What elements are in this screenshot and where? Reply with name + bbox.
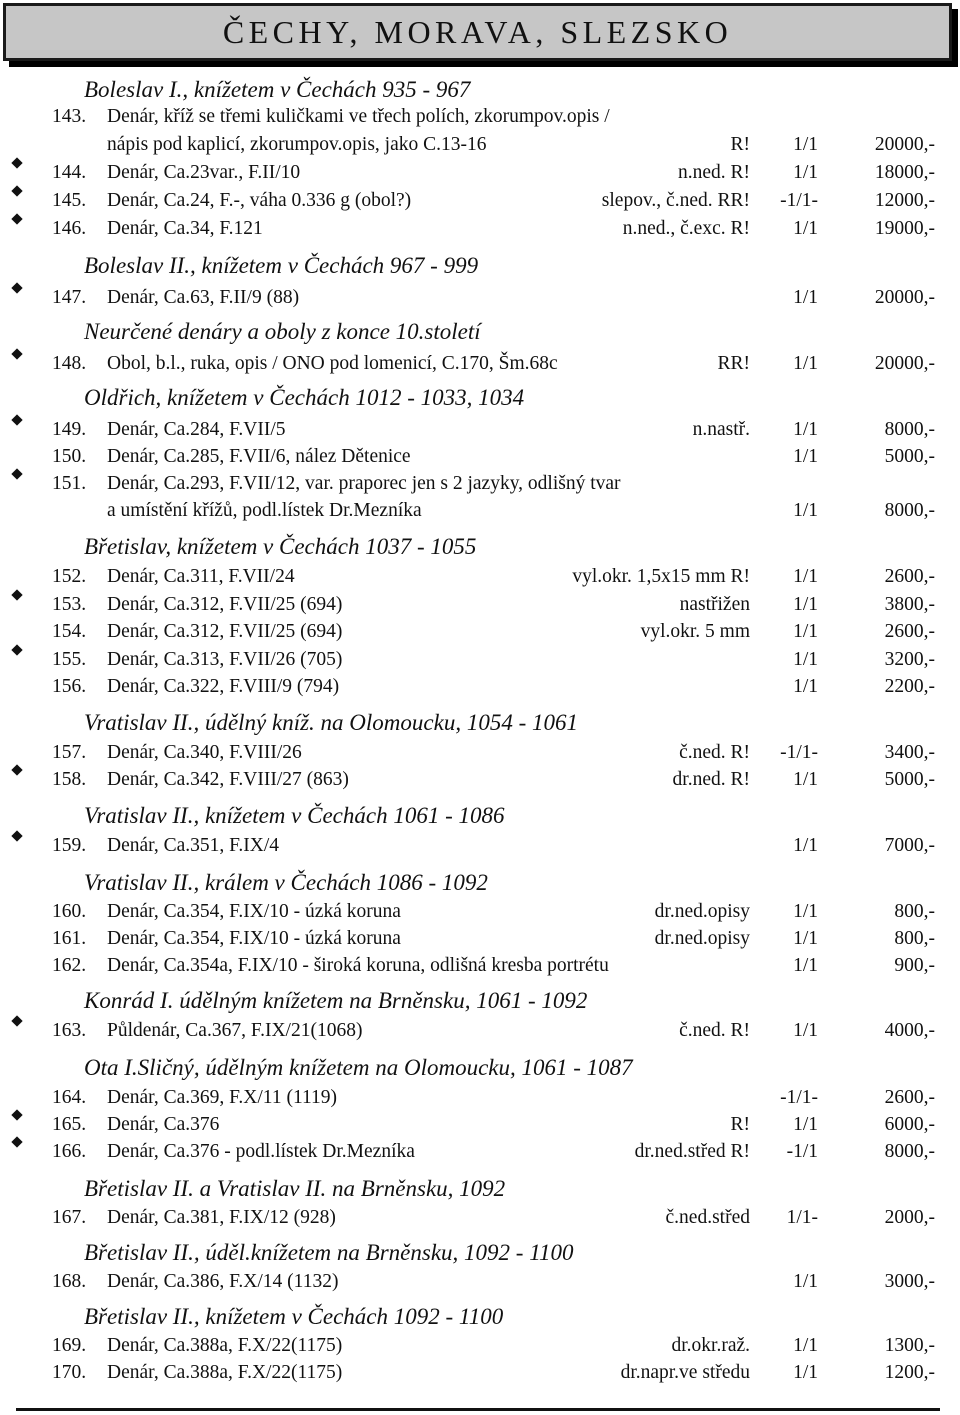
item-price: 2600,- <box>884 566 935 587</box>
item-grade: 1/1 <box>793 955 818 976</box>
catalog-item-row <box>0 215 960 243</box>
section-heading: Břetislav II., knížetem v Čechách 1092 - 1100 <box>84 1304 504 1329</box>
item-grade: 1/1 <box>793 649 818 670</box>
item-note: n.ned. R! <box>677 162 750 183</box>
item-grade: -1/1- <box>780 190 818 211</box>
item-description: Denár, Ca.381, F.IX/12 (928) <box>107 1207 336 1228</box>
item-number: 146. <box>52 218 87 239</box>
item-price: 3800,- <box>884 594 935 615</box>
item-price: 5000,- <box>884 769 935 790</box>
item-description: Denár, Ca.311, F.VII/24 <box>107 566 295 587</box>
item-price: 8000,- <box>884 1141 935 1162</box>
item-number: 153. <box>52 594 87 615</box>
item-grade: -1/1 <box>786 1141 818 1162</box>
item-grade: 1/1 <box>793 835 818 856</box>
item-description: Denár, Ca.293, F.VII/12, var. praporec jen s 2 jazyky, odlišný tvar <box>107 473 621 494</box>
item-grade: 1/1- <box>786 1207 818 1228</box>
item-number: 161. <box>52 928 87 949</box>
item-description: Obol, b.l., ruka, opis / ONO pod lomenicí, C.170, Šm.68c <box>107 353 558 374</box>
item-description: Denár, Ca.23var., F.II/10 <box>107 162 301 183</box>
section-heading: Boleslav II., knížetem v Čechách 967 - 999 <box>84 253 479 278</box>
item-price: 3400,- <box>884 742 935 763</box>
item-note: dr.ned.střed R! <box>634 1141 750 1162</box>
section-heading: Vratislav II., údělný kníž. na Olomoucku, 1054 - 1061 <box>84 710 578 735</box>
item-price: 3000,- <box>884 1271 935 1292</box>
catalog-item-row <box>0 443 960 471</box>
item-note: R! <box>730 134 750 155</box>
item-price: 20000,- <box>874 353 935 374</box>
item-price: 2200,- <box>884 676 935 697</box>
item-price: 20000,- <box>874 287 935 308</box>
item-description: Denár, Ca.284, F.VII/5 <box>107 419 286 440</box>
item-note: č.ned.střed <box>665 1207 750 1228</box>
section-heading: Vratislav II., králem v Čechách 1086 - 1092 <box>84 870 488 895</box>
item-price: 5000,- <box>884 446 935 467</box>
item-note: dr.okr.raž. <box>671 1335 750 1356</box>
item-description: Půldenár, Ca.367, F.IX/21(1068) <box>107 1020 363 1041</box>
item-grade: 1/1 <box>793 500 818 521</box>
diamond-bullet-icon <box>11 157 22 168</box>
page-title: ČECHY, MORAVA, SLEZSKO <box>222 13 733 50</box>
item-note: nastřižen <box>679 594 750 615</box>
item-grade: 1/1 <box>793 353 818 374</box>
section-heading: Boleslav I., knížetem v Čechách 935 - 967 <box>84 77 471 102</box>
item-grade: 1/1 <box>793 134 818 155</box>
item-description: Denár, Ca.376 - podl.lístek Dr.Mezníka <box>107 1141 415 1162</box>
item-grade: -1/1- <box>780 742 818 763</box>
item-number: 157. <box>52 742 87 763</box>
item-note: slepov., č.ned. RR! <box>601 190 750 211</box>
item-number: 163. <box>52 1020 87 1041</box>
item-number: 150. <box>52 446 87 467</box>
catalog-item-row <box>0 673 960 701</box>
section-heading: Oldřich, knížetem v Čechách 1012 - 1033, 1034 <box>84 385 525 410</box>
catalog-item-row <box>0 925 960 953</box>
item-number: 152. <box>52 566 87 587</box>
item-number: 143. <box>52 106 87 127</box>
catalog-item-row <box>0 832 960 860</box>
item-number: 170. <box>52 1362 87 1383</box>
section-heading: Břetislav II. a Vratislav II. na Brněnsku, 1092 <box>84 1176 506 1201</box>
item-note: R! <box>730 1114 750 1135</box>
item-note: n.ned., č.exc. R! <box>622 218 750 239</box>
item-note: n.nastř. <box>692 419 750 440</box>
item-number: 158. <box>52 769 87 790</box>
catalog-item-row <box>0 1359 960 1387</box>
diamond-bullet-icon <box>11 213 22 224</box>
diamond-bullet-icon <box>11 1015 22 1026</box>
catalog-item-row <box>0 470 960 498</box>
catalog-item-row <box>0 1204 960 1232</box>
item-grade: 1/1 <box>793 1335 818 1356</box>
item-description: Denár, Ca.322, F.VIII/9 (794) <box>107 676 340 697</box>
section-heading: Vratislav II., knížetem v Čechách 1061 - 1086 <box>84 803 505 828</box>
item-price: 6000,- <box>884 1114 935 1135</box>
item-number: 169. <box>52 1335 87 1356</box>
item-number: 168. <box>52 1271 87 1292</box>
item-number: 159. <box>52 835 87 856</box>
diamond-bullet-icon <box>11 348 22 359</box>
catalog-item-row <box>0 766 960 794</box>
catalog-item-row <box>0 952 960 980</box>
item-grade: 1/1 <box>793 676 818 697</box>
item-number: 155. <box>52 649 87 670</box>
item-grade: 1/1 <box>793 566 818 587</box>
catalog-item-row <box>0 739 960 767</box>
catalog-item-row <box>0 1268 960 1296</box>
item-description: a umístění křížů, podl.lístek Dr.Mezníka <box>107 500 422 521</box>
item-price: 2000,- <box>884 1207 935 1228</box>
catalog-item-row <box>0 898 960 926</box>
item-price: 2600,- <box>884 1087 935 1108</box>
item-note: dr.ned.opisy <box>654 928 750 949</box>
item-grade: 1/1 <box>793 287 818 308</box>
item-description: Denár, Ca.63, F.II/9 (88) <box>107 287 300 308</box>
item-description: nápis pod kaplicí, zkorumpov.opis, jako C.13-16 <box>107 134 487 155</box>
item-price: 1300,- <box>884 1335 935 1356</box>
item-grade: 1/1 <box>793 901 818 922</box>
item-description: Denár, Ca.354, F.IX/10 - úzká koruna <box>107 901 401 922</box>
item-number: 144. <box>52 162 87 183</box>
diamond-bullet-icon <box>11 468 22 479</box>
item-description: Denár, Ca.369, F.X/11 (1119) <box>107 1087 337 1108</box>
item-grade: 1/1 <box>793 594 818 615</box>
item-price: 18000,- <box>874 162 935 183</box>
item-note: dr.napr.ve středu <box>620 1362 750 1383</box>
catalog-item-row <box>0 591 960 619</box>
item-number: 147. <box>52 287 87 308</box>
item-price: 7000,- <box>884 835 935 856</box>
diamond-bullet-icon <box>11 644 22 655</box>
item-grade: -1/1- <box>780 1087 818 1108</box>
catalog-item-row <box>0 563 960 591</box>
diamond-bullet-icon <box>11 1109 22 1120</box>
item-price: 800,- <box>894 901 935 922</box>
section-heading: Břetislav, knížetem v Čechách 1037 - 1055 <box>84 534 477 559</box>
item-description: Denár, Ca.342, F.VIII/27 (863) <box>107 769 349 790</box>
item-number: 149. <box>52 419 87 440</box>
catalog-item-row <box>0 350 960 378</box>
item-grade: 1/1 <box>793 446 818 467</box>
item-note: č.ned. R! <box>679 742 750 763</box>
item-note: dr.ned.opisy <box>654 901 750 922</box>
bottom-divider <box>16 1408 940 1411</box>
item-price: 4000,- <box>884 1020 935 1041</box>
item-note: č.ned. R! <box>679 1020 750 1041</box>
item-grade: 1/1 <box>793 162 818 183</box>
item-description: Denár, Ca.340, F.VIII/26 <box>107 742 302 763</box>
item-grade: 1/1 <box>793 928 818 949</box>
catalog-item-row <box>0 1017 960 1045</box>
item-description: Denár, Ca.24, F.-, váha 0.336 g (obol?) <box>107 190 412 211</box>
item-grade: 1/1 <box>793 1271 818 1292</box>
catalog-item-row <box>0 1138 960 1166</box>
catalog-item-row <box>0 159 960 187</box>
item-number: 160. <box>52 901 87 922</box>
item-description: Denár, Ca.388a, F.X/22(1175) <box>107 1335 343 1356</box>
item-description: Denár, Ca.312, F.VII/25 (694) <box>107 594 343 615</box>
item-grade: 1/1 <box>793 218 818 239</box>
item-grade: 1/1 <box>793 769 818 790</box>
catalog-item-row <box>0 131 960 159</box>
catalog-item-row <box>0 1111 960 1139</box>
catalog-item-row <box>0 646 960 674</box>
item-note: vyl.okr. 5 mm <box>640 621 750 642</box>
item-number: 154. <box>52 621 87 642</box>
diamond-bullet-icon <box>11 282 22 293</box>
diamond-bullet-icon <box>11 764 22 775</box>
item-number: 166. <box>52 1141 87 1162</box>
item-grade: 1/1 <box>793 419 818 440</box>
item-grade: 1/1 <box>793 1362 818 1383</box>
item-number: 162. <box>52 955 87 976</box>
section-heading: Břetislav II., úděl.knížetem na Brněnsku, 1092 - 1100 <box>84 1240 574 1265</box>
item-description: Denár, Ca.354a, F.IX/10 - široká koruna, odlišná kresba portrétu <box>107 955 609 976</box>
item-price: 1200,- <box>884 1362 935 1383</box>
item-price: 12000,- <box>874 190 935 211</box>
item-grade: 1/1 <box>793 1114 818 1135</box>
item-number: 151. <box>52 473 87 494</box>
item-number: 156. <box>52 676 87 697</box>
item-number: 167. <box>52 1207 87 1228</box>
section-heading: Ota I.Sličný, údělným knížetem na Olomoucku, 1061 - 1087 <box>84 1055 633 1080</box>
section-heading: Neurčené denáry a oboly z konce 10.století <box>84 319 481 344</box>
item-number: 164. <box>52 1087 87 1108</box>
catalog-item-row <box>0 416 960 444</box>
catalog-item-row <box>0 497 960 525</box>
item-grade: 1/1 <box>793 1020 818 1041</box>
item-note: vyl.okr. 1,5x15 mm R! <box>572 566 750 587</box>
item-price: 20000,- <box>874 134 935 155</box>
item-price: 19000,- <box>874 218 935 239</box>
diamond-bullet-icon <box>11 830 22 841</box>
catalog-item-row <box>0 103 960 131</box>
diamond-bullet-icon <box>11 414 22 425</box>
item-description: Denár, Ca.376 <box>107 1114 220 1135</box>
item-number: 165. <box>52 1114 87 1135</box>
diamond-bullet-icon <box>11 185 22 196</box>
item-price: 8000,- <box>884 419 935 440</box>
item-note: dr.ned. R! <box>672 769 750 790</box>
item-description: Denár, Ca.386, F.X/14 (1132) <box>107 1271 339 1292</box>
item-price: 900,- <box>894 955 935 976</box>
item-number: 148. <box>52 353 87 374</box>
catalog-item-row <box>0 284 960 312</box>
item-price: 800,- <box>894 928 935 949</box>
catalog-item-row <box>0 187 960 215</box>
item-price: 2600,- <box>884 621 935 642</box>
item-description: Denár, Ca.354, F.IX/10 - úzká koruna <box>107 928 401 949</box>
item-description: Denár, Ca.388a, F.X/22(1175) <box>107 1362 343 1383</box>
item-grade: 1/1 <box>793 621 818 642</box>
catalog-item-row <box>0 1084 960 1112</box>
item-description: Denár, Ca.351, F.IX/4 <box>107 835 280 856</box>
item-description: Denár, Ca.285, F.VII/6, nález Dětenice <box>107 446 411 467</box>
item-number: 145. <box>52 190 87 211</box>
diamond-bullet-icon <box>11 589 22 600</box>
item-description: Denár, Ca.34, F.121 <box>107 218 263 239</box>
item-note: RR! <box>717 353 750 374</box>
item-price: 3200,- <box>884 649 935 670</box>
catalog-item-row <box>0 618 960 646</box>
diamond-bullet-icon <box>11 1136 22 1147</box>
item-description: Denár, Ca.312, F.VII/25 (694) <box>107 621 343 642</box>
item-description: Denár, kříž se třemi kuličkami ve třech polích, zkorumpov.opis / <box>107 106 610 127</box>
catalog-item-row <box>0 1332 960 1360</box>
item-price: 8000,- <box>884 500 935 521</box>
section-heading: Konrád I. údělným knížetem na Brněnsku, 1061 - 1092 <box>84 988 588 1013</box>
item-description: Denár, Ca.313, F.VII/26 (705) <box>107 649 343 670</box>
